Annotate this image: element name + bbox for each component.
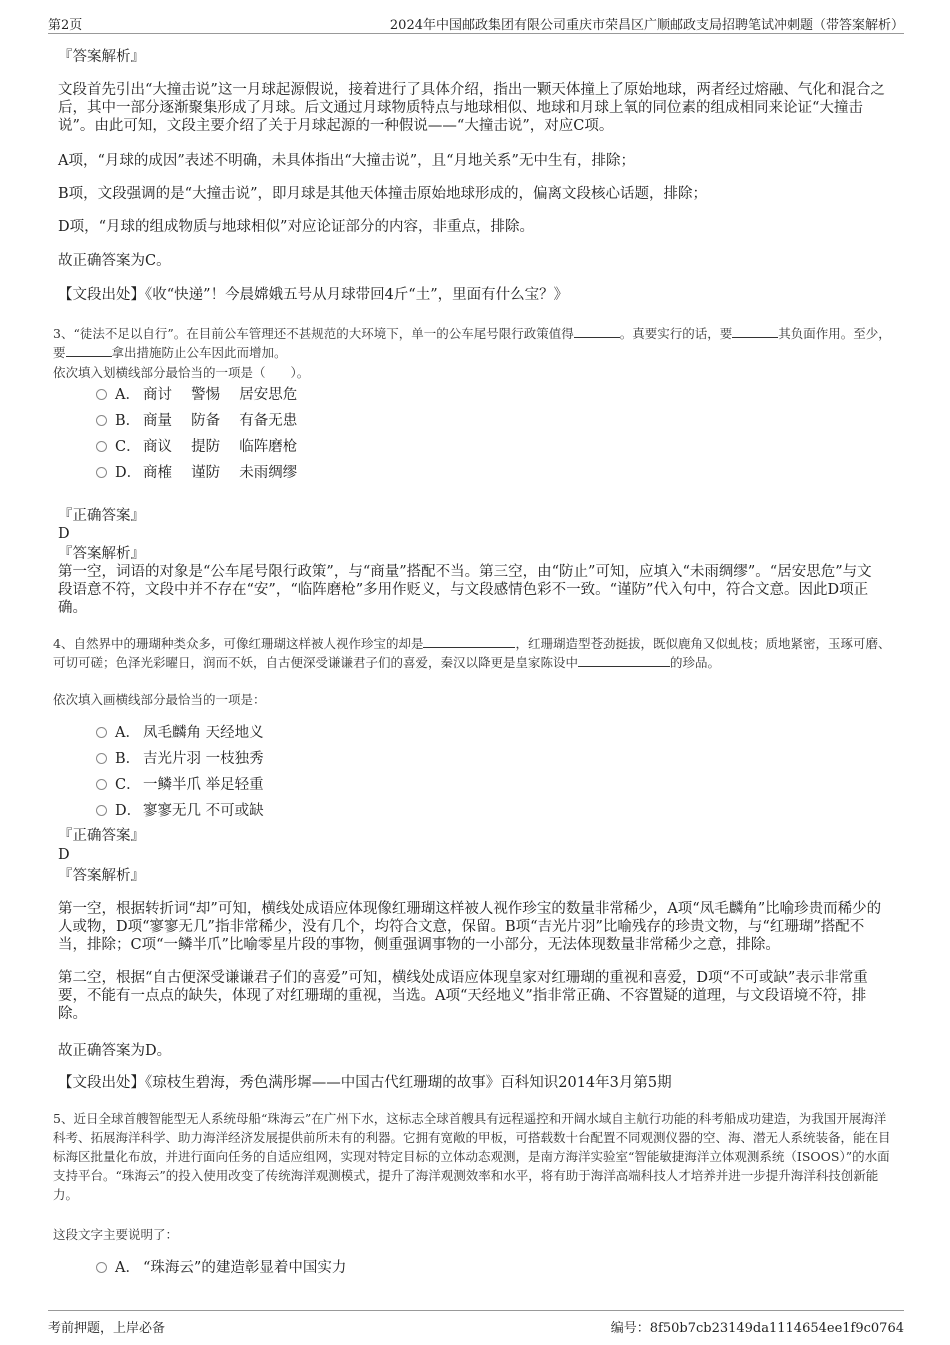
q4-analysis-title: 『答案解析』 [58,868,145,884]
document-id: 编号：8f50b7cb23149da1114654ee1f9c0764 [610,1321,904,1336]
q3-option-c[interactable]: C． 商议 提防 临阵磨枪 [96,436,297,458]
radio-icon[interactable] [96,415,107,426]
q5-stem: 5、近日全球首艘智能型无人系统母船“珠海云”在广州下水，这标志全球首艘具有远程遥控和开阔水域自主航行功能的科考船成功建造，为我国开展海洋科考、拓展海洋科学、助力海洋经济发展提供前所未有的利器。它拥有宽敞的甲板，可搭载数十台配置不同观测仪器的空、海、潜无人系统装备，能在目标海区批量化布放，并进行面向任务的自适应组网，实现对特定目标的立体动态观测，是南方海洋实验室“智能敏捷海洋立体观测系统（ISOOS）”的水面支持平台。“珠海云”的投入使用改变了传统海洋观测模式，提升了海洋观测效率和水平，将有助于海洋高端科技人才培养并进一步提升海洋科技创新能力。 [53,1111,891,1202]
radio-icon[interactable] [96,779,107,790]
q5-option-a[interactable]: A． “珠海云”的建造彰显着中国实力 [96,1257,346,1279]
q2-analysis-option-d: D项，“月球的组成物质与地球相似”对应论证部分的内容，非重点，排除。 [58,219,534,235]
q2-analysis-title: 『答案解析』 [58,49,145,65]
q3-answer: D [58,526,70,542]
q3-analysis-title: 『答案解析』 [58,546,145,562]
page-header [48,12,904,34]
q4-option-d[interactable]: D． 寥寥无几 不可或缺 [96,800,264,822]
q2-source: 【文段出处】《收“快递”！今晨嫦娥五号从月球带回4斤“土”，里面有什么宝？》 [58,287,569,303]
q3-option-b[interactable]: B． 商量 防备 有备无患 [96,410,297,432]
q3-option-a[interactable]: A． 商讨 警惕 居安思危 [96,384,297,406]
document-title: 2024年中国邮政集团有限公司重庆市荣昌区广顺邮政支局招聘笔试冲刺题（带答案解析） [389,18,904,33]
q4-conclusion: 故正确答案为D。 [58,1043,172,1059]
radio-icon[interactable] [96,727,107,738]
q4-blank-1[interactable] [423,634,515,648]
q2-conclusion: 故正确答案为C。 [58,253,171,269]
radio-icon[interactable] [96,467,107,478]
q4-analysis-paragraph-2: 第二空，根据“自古便深受谦谦君子们的喜爱”可知，横线处成语应体现皇家对红珊瑚的重视和喜爱，D项“不可或缺”表示非常重要，不能有一点点的缺失，体现了对红珊瑚的重视，当选。A项“天经地义”指非常正确、不容置疑的道理，与文段语境不符，排除。 [58,970,868,1022]
q4-answer: D [58,847,70,863]
q3-stem: 3、“徒法不足以自行”。在目前公车管理还不甚规范的大环境下，单一的公车尾号限行政策值得 。真要实行的话，要 其负面作用。至少，要 拿出措施防止公车因此而增加。 [53,326,891,360]
q3-blank-2[interactable] [732,324,778,338]
q4-option-a[interactable]: A． 凤毛麟角 天经地义 [96,722,264,744]
radio-icon[interactable] [96,1262,107,1273]
q4-source: 【文段出处】《琼枝生碧海，秀色满彤墀——中国古代红珊瑚的故事》百科知识2014年3月第5期 [58,1075,672,1091]
q4-prompt: 依次填入画横线部分最恰当的一项是： [53,692,266,707]
radio-icon[interactable] [96,441,107,452]
radio-icon[interactable] [96,805,107,816]
q4-answer-title: 『正确答案』 [58,828,145,844]
q4-blank-2[interactable] [578,653,670,667]
q3-option-d[interactable]: D． 商榷 谨防 未雨绸缪 [96,462,297,484]
q4-analysis-paragraph-1: 第一空，根据转折词“却”可知，横线处成语应体现像红珊瑚这样被人视作珍宝的数量非常稀少，A项“凤毛麟角”比喻珍贵而稀少的人或物，D项“寥寥无几”指非常稀少，没有几个，均符合文意，保留。B项“吉光片羽”比喻残存的珍贵文物，与“红珊瑚”搭配不当，排除；C项“一鳞半爪”比喻零星片段的事物，侧重强调事物的一小部分，无法体现数量非常稀少之意，排除。 [58,901,882,953]
radio-icon[interactable] [96,753,107,764]
q4-option-b[interactable]: B． 吉光片羽 一枝独秀 [96,748,264,770]
q3-prompt: 依次填入划横线部分最恰当的一项是（ ）。 [53,365,310,380]
page-footer [48,1310,904,1340]
q5-prompt: 这段文字主要说明了： [53,1227,179,1242]
q4-option-c[interactable]: C． 一鳞半爪 举足轻重 [96,774,264,796]
q2-analysis-paragraph: 文段首先引出“大撞击说”这一月球起源假说，接着进行了具体介绍，指出一颗天体撞上了原始地球，两者经过熔融、气化和混合之后，其中一部分逐渐聚集形成了月球。后文通过月球物质特点与地球相似、地球和月球上氧的同位素的组成相同来论证“大撞击说”。由此可知，文段主要介绍了关于月球起源的一种假说——“大撞击说”，对应C项。 [58,82,885,134]
q3-analysis: 第一空，词语的对象是“公车尾号限行政策”，与“商量”搭配不当。第三空，由“防止”可知，应填入“未雨绸缪”。“居安思危”与文段语意不符，文段中并不存在“安”，“临阵磨枪”多用作贬义，与文段感情色彩不一致。“谨防”代入句中，符合文意。因此D项正确。 [58,564,872,616]
q4-stem: 4、自然界中的珊瑚种类众多，可像红珊瑚这样被人视作珍宝的却是 ，红珊瑚造型苍劲挺拔，既似鹿角又似虬枝；质地紧密，玉琢可磨、可切可磋；色泽光彩曜日，润而不妖，自古便深受谦谦君子们的喜爱，秦汉以降更是皇家陈设中 的珍品。 [53,636,891,670]
page-number: 第2页 [48,18,83,33]
radio-icon[interactable] [96,389,107,400]
q3-blank-1[interactable] [574,324,620,338]
footer-slogan: 考前押题，上岸必备 [48,1321,166,1336]
q3-answer-title: 『正确答案』 [58,508,145,524]
q2-analysis-option-a: A项，“月球的成因”表述不明确，未具体指出“大撞击说”，且“月地关系”无中生有，排除； [58,153,635,169]
q3-blank-3[interactable] [66,343,112,357]
q2-analysis-option-b: B项，文段强调的是“大撞击说”，即月球是其他天体撞击原始地球形成的，偏离文段核心话题，排除； [58,186,707,202]
